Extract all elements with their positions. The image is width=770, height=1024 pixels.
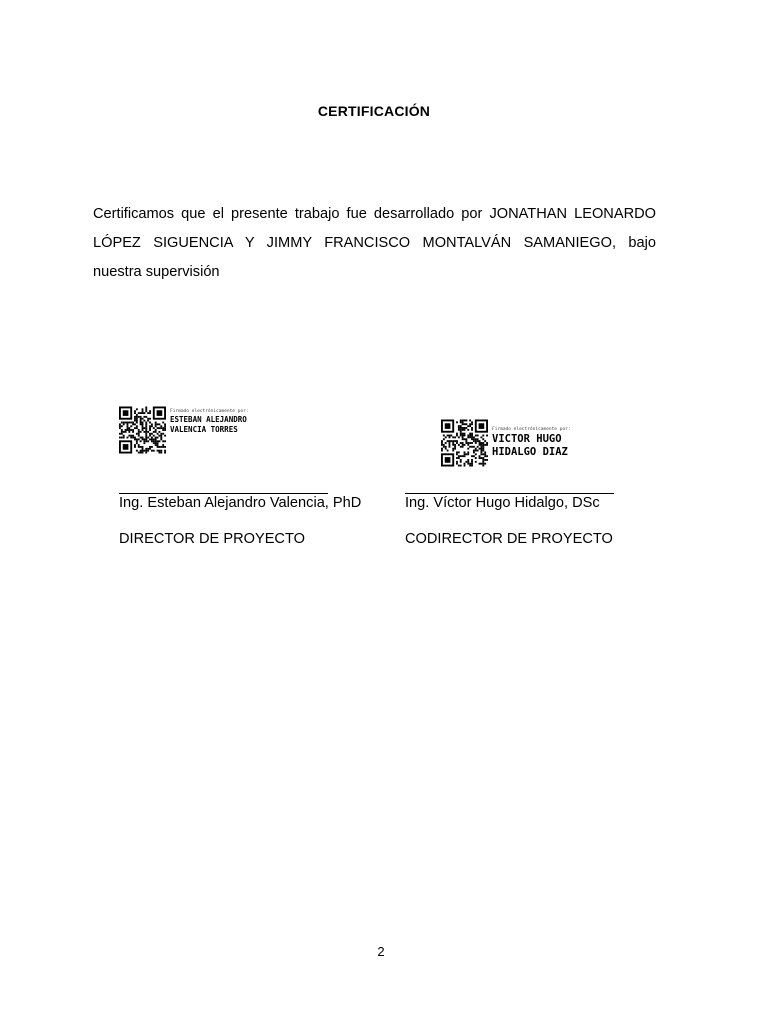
paragraph-line: Certificamos que el presente trabajo fue desarrollado por JONATHAN LEONARDO bbox=[93, 206, 656, 222]
paragraph-line: nuestra supervisión bbox=[93, 264, 220, 280]
signature-line bbox=[405, 493, 614, 494]
signature-line bbox=[119, 493, 328, 494]
codirector-role: CODIRECTOR DE PROYECTO bbox=[405, 531, 613, 547]
director-role: DIRECTOR DE PROYECTO bbox=[119, 531, 305, 547]
director-name: Ing. Esteban Alejandro Valencia, PhD bbox=[119, 495, 362, 511]
page-number: 2 bbox=[377, 944, 385, 959]
esig-caption: Firmado electrónicamente por: bbox=[492, 427, 571, 432]
electronic-signature-director bbox=[119, 405, 249, 455]
electronic-signature-codirector bbox=[441, 418, 571, 468]
page-title: CERTIFICACIÓN bbox=[317, 103, 431, 119]
esig-signer-name: ESTEBAN ALEJANDRO bbox=[170, 415, 247, 424]
qr-code-icon bbox=[441, 418, 488, 468]
esig-signer-name: VICTOR HUGO bbox=[492, 433, 562, 445]
esig-caption: Firmado electrónicamente por: bbox=[170, 409, 249, 414]
paragraph-line: LÓPEZ SIGUENCIA Y JIMMY FRANCISCO MONTALVÁN SAMANIEGO, bajo bbox=[93, 235, 656, 251]
codirector-name: Ing. Víctor Hugo Hidalgo, DSc bbox=[405, 495, 600, 511]
qr-code-icon bbox=[119, 405, 166, 455]
certification-paragraph bbox=[93, 200, 656, 287]
esig-signer-name: VALENCIA TORRES bbox=[170, 425, 238, 434]
esig-signer-name: HIDALGO DIAZ bbox=[492, 446, 568, 458]
